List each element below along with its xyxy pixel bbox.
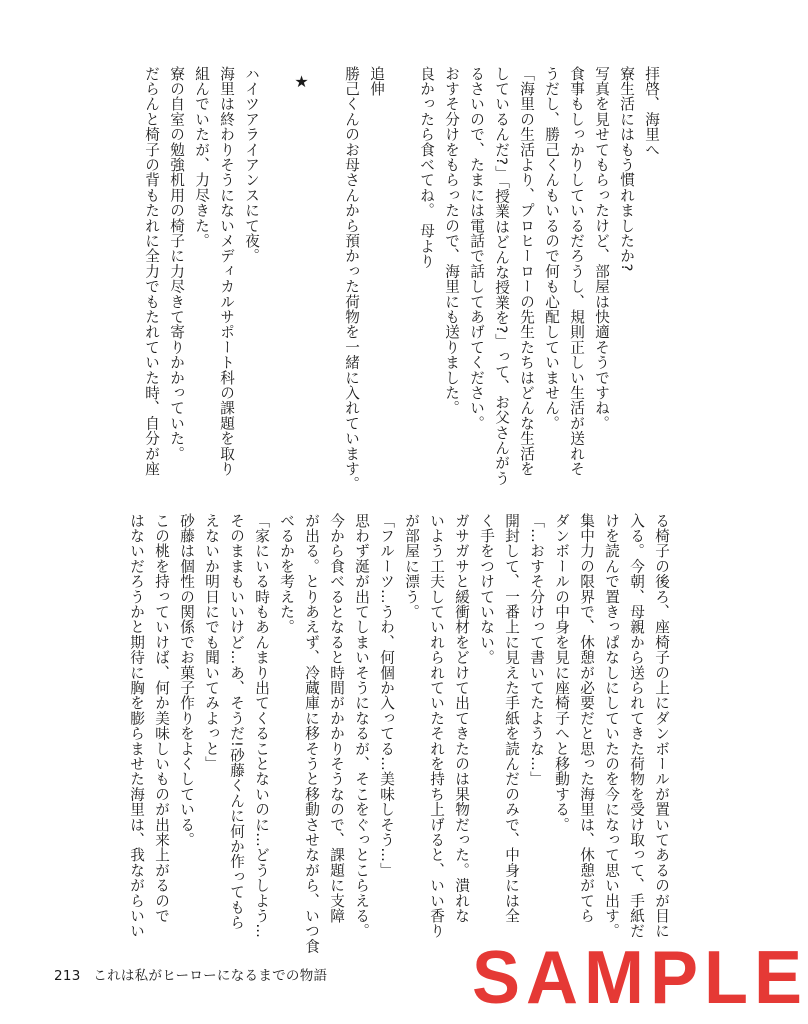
text-line: 「フルーツ…うわ、何個か入ってる…美味しそう…」 [378,513,395,878]
text-line: おすそ分けをもらったので、海里にも送りました。 [443,66,460,416]
text-line: 集中力の限界で、休憩が必要だと思った海里は、休憩がてら [578,513,595,924]
text-line: はないだろうかと期待に胸を膨らませた海里は、我ながらいい [128,513,145,939]
page-number: 213 [54,968,81,984]
text-line: 海里は終わりそうにないメディカルサポート科の課題を取り [218,66,235,477]
text-line: ダンボールの中身を見に座椅子へと移動する。 [553,513,570,833]
text-line: る椅子の後ろ、座椅子の上にダンボールが置いてあるのが目に [653,513,670,939]
text-line: が出る。とりあえず、冷蔵庫に移そうと移動させながら、いつ食 [303,513,320,954]
text-line: 勝己くんのお母さんから預かった荷物を一緒に入れています。 [343,66,360,492]
text-line: 寮生活にはもう慣れましたか? [618,66,635,272]
text-line [314,66,339,496]
sample-stamp: SAMPLE [472,936,808,1020]
text-line: 寮の自室の勉強机用の椅子に力尽きて寄りかかっていた。 [168,66,185,462]
text-line: ハイツアライアンスにて夜。 [243,66,260,264]
section-break-star: ★ [292,72,311,92]
text-line [264,66,289,496]
text-line: 「家にいる時もあんまり出てくることないのに…どうしよう… [253,513,270,939]
text-line [389,66,414,496]
text-line: うだし、勝己くんもいるので何も心配していません。 [543,66,560,431]
text-line: ガサガサと緩衝材をどけて出てきたのは果物だった。潰れな [453,513,470,924]
text-line: 入る。今朝、母親から送られてきた荷物を受け取って、手紙だ [628,513,645,939]
text-line: えないか明日にでも聞いてみよっと」 [203,513,220,772]
text-line: 拝啓、海里へ [643,66,660,158]
text-line: 思わず涎が出てしまいそうになるが、そこをぐっとこらえる。 [353,513,370,939]
text-line: 今から食べるとなると時間がかかりそうなので、課題に支障 [328,513,345,924]
book-title: これは私がヒーローになるまでの物語 [93,968,328,984]
text-line: だらんと椅子の背もたれに全力でもたれていた時、自分が座 [143,66,160,477]
text-line: く手をつけていない。 [478,513,495,665]
text-line: 「…おすそ分けって書いてたような…」 [528,513,545,787]
text-line: しているんだ?」「授業はどんな授業を?」って、お父さんがう [493,66,510,486]
text-line: 写真を見せてもらったけど、部屋は快適そうですね。 [593,66,610,431]
text-line: 開封して、一番上に見えた手紙を読んだのみで、中身には全 [503,513,520,924]
text-line: 「海里の生活より、プロヒーローの先生たちはどんな生活を [518,66,535,477]
text-line: 良かったら食べてね。 母より [418,66,435,269]
page-footer [54,964,327,984]
text-line: 追伸 [368,66,385,97]
text-line: べるかを考えた。 [278,513,295,635]
text-line: いよう工夫していれられていたそれを持ち上げると、いい香り [428,513,445,939]
text-line: けを読んで置きっぱなしにしていたのを今になって思い出す。 [603,513,620,939]
text-line: 砂藤は個性の関係でお菓子作りをよくしている。 [178,513,195,848]
text-line: 組んでいたが、力尽きた。 [193,66,210,249]
text-line: るさいので、たまには電話で話してあげてください。 [468,66,485,431]
text-line: そのままもいいけど…あ、そうだ!砂藤くんに何か作ってもら [228,513,245,930]
text-line: 食事もしっかりしているだろうし、規則正しい生活が送れそ [568,66,585,477]
lower-text-block [54,513,674,953]
text-line: が部屋に漂う。 [403,513,420,620]
text-line: この桃を持っていけば、何か美味しいものが出来上がるので [153,513,170,924]
upper-text-block [44,66,664,496]
